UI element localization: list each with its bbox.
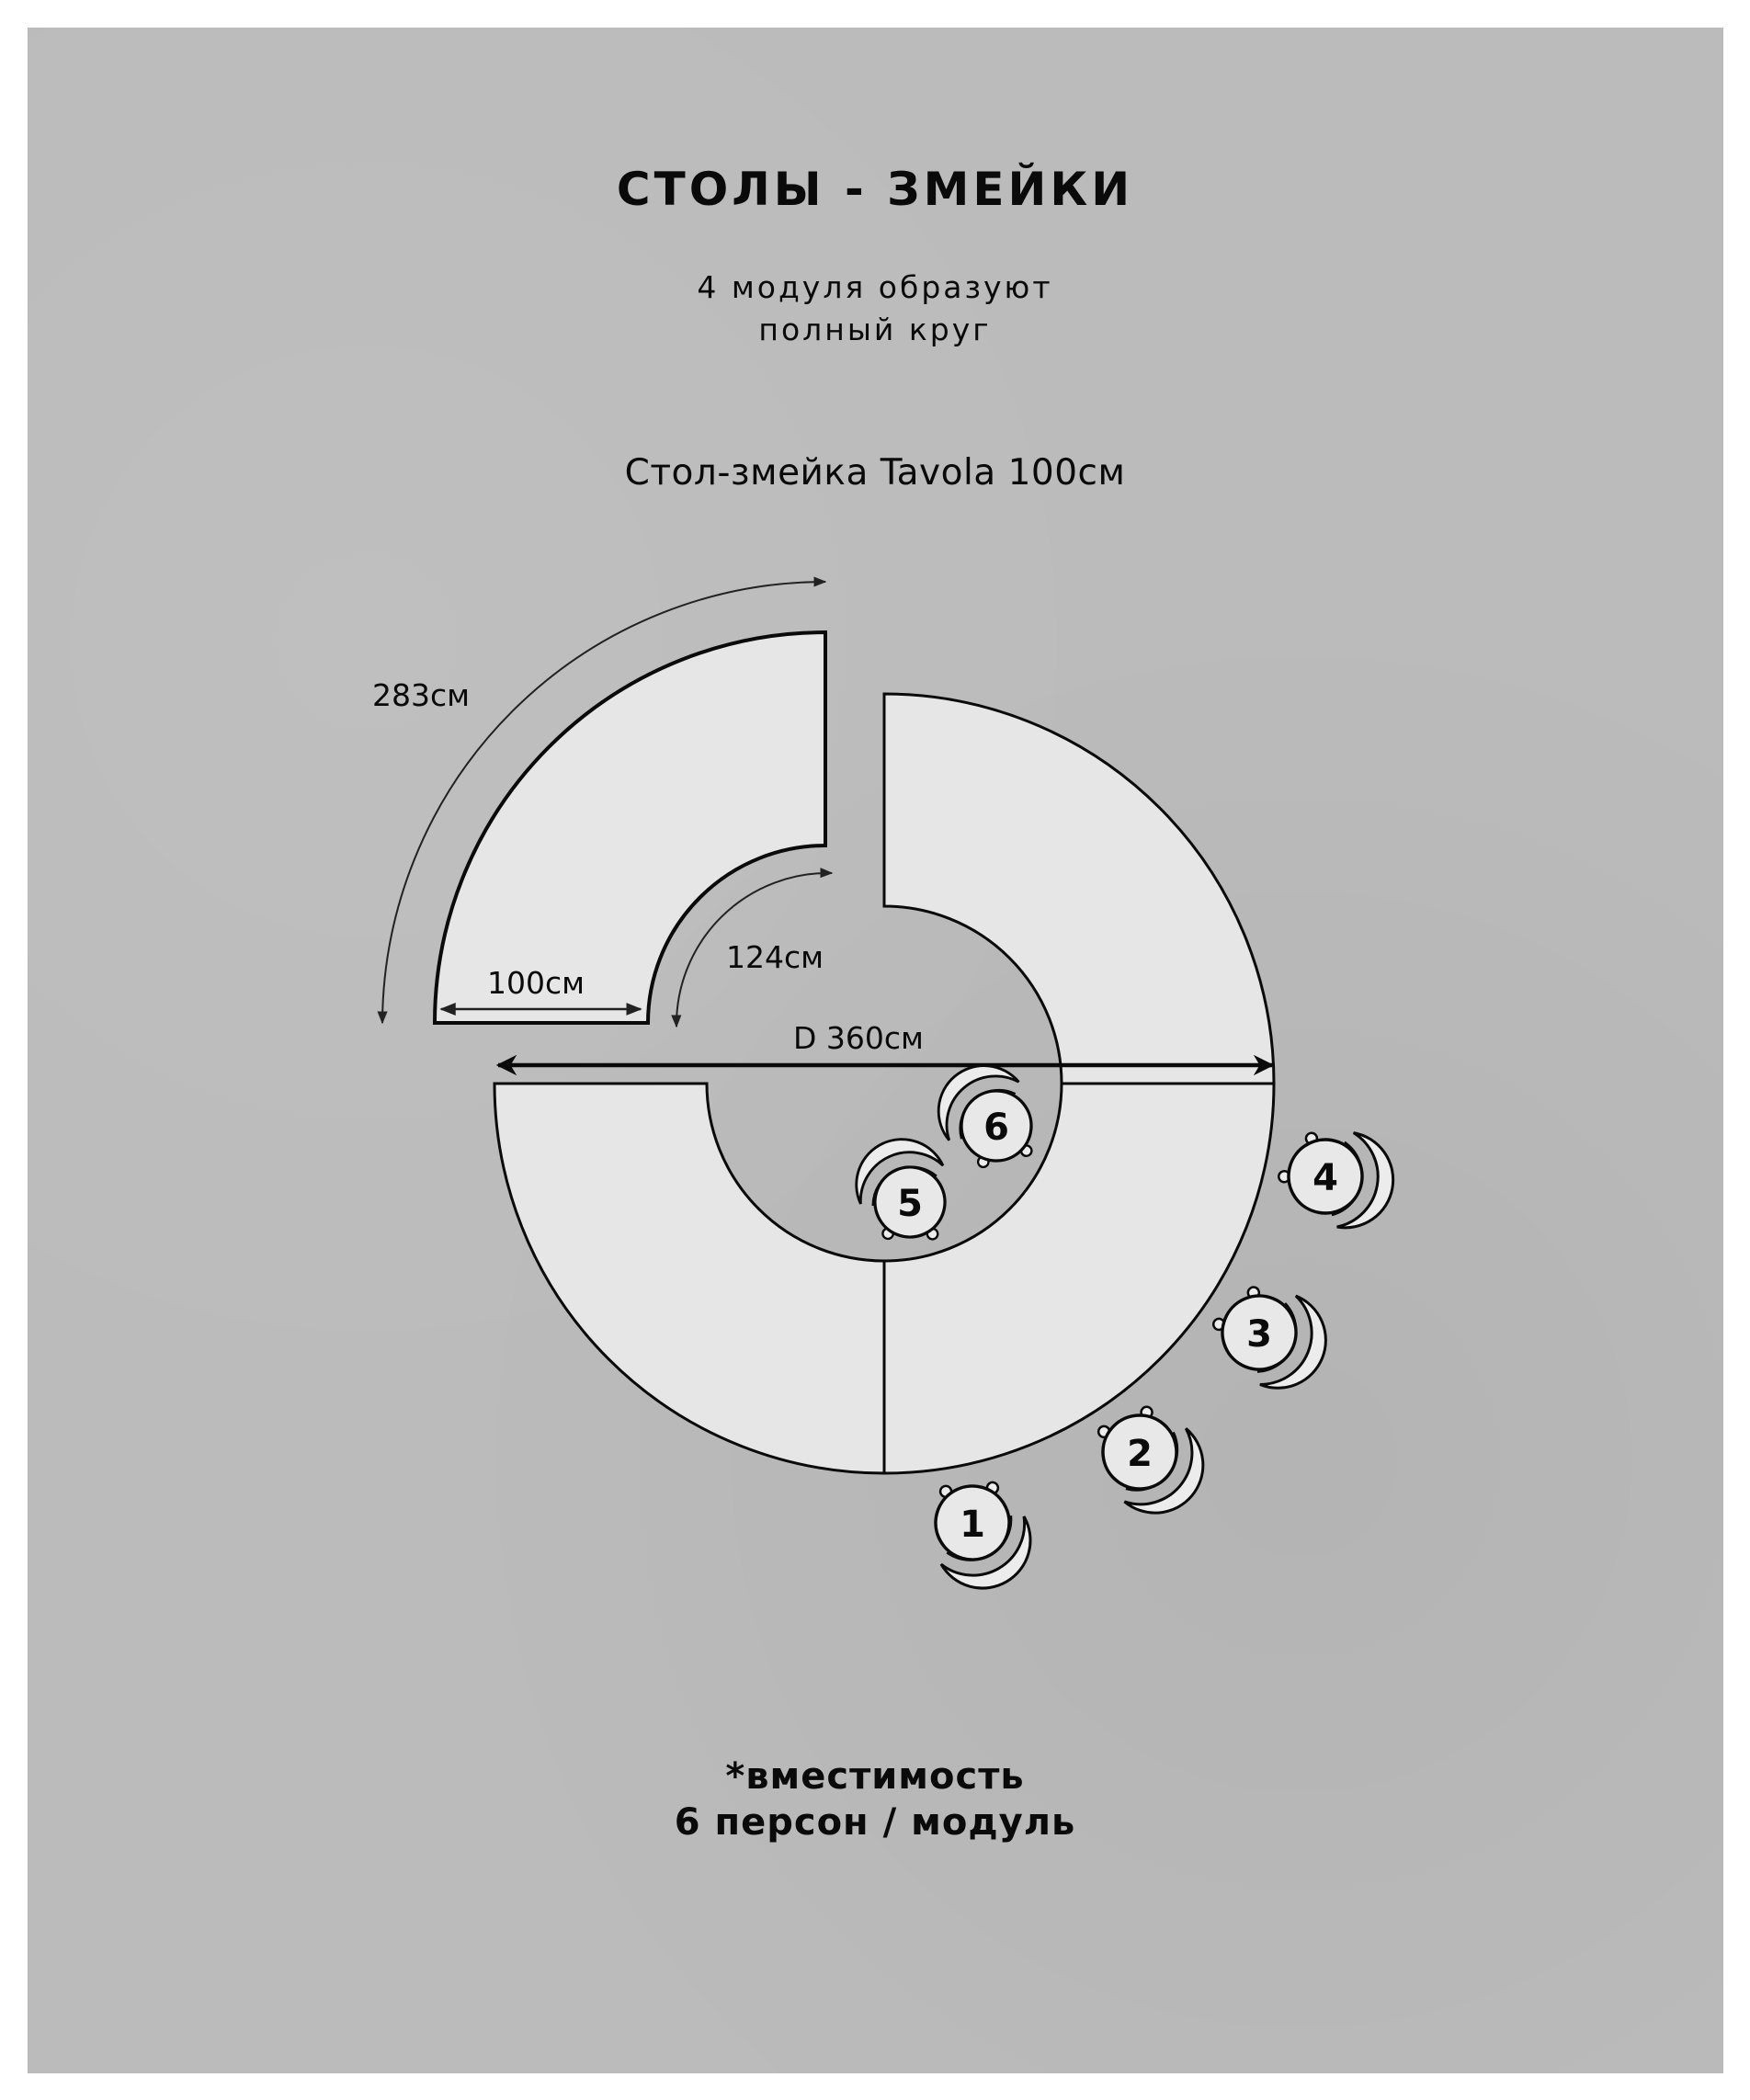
chair-2-number: 2 [1127,1433,1153,1475]
diameter-label: D 360см [793,1020,924,1056]
module-bottom-left [494,1084,884,1473]
width-label: 100см [487,965,585,1001]
subtitle-line-2: полный круг [758,312,992,347]
module-top-right [884,694,1274,1084]
chair-4 [1272,1121,1401,1235]
chair-1 [908,1459,1048,1606]
chair-5-number: 5 [897,1183,923,1225]
chair-5 [842,1124,970,1261]
page-title: СТОЛЫ - ЗМЕЙКИ [616,163,1134,216]
footnote-line-2: 6 персон / модуль [674,1801,1076,1844]
chair-3 [1199,1271,1340,1402]
chair-3-number: 3 [1246,1313,1272,1356]
outer-arc-label: 283см [372,677,471,713]
subtitle-line-1: 4 модуля образуют [697,269,1053,305]
chair-1-number: 1 [960,1504,985,1546]
chair-6 [920,1047,1059,1188]
capacity-footnote [0,1754,1750,1845]
module-bottom-right [884,1084,1274,1473]
chair-6-number: 6 [983,1107,1009,1149]
inner-arc-label: 124см [726,939,824,975]
product-name: Стол-змейка Tavola 100см [624,452,1126,494]
footnote-line-1: *вместимость [725,1755,1025,1798]
chair-4-number: 4 [1312,1157,1338,1199]
